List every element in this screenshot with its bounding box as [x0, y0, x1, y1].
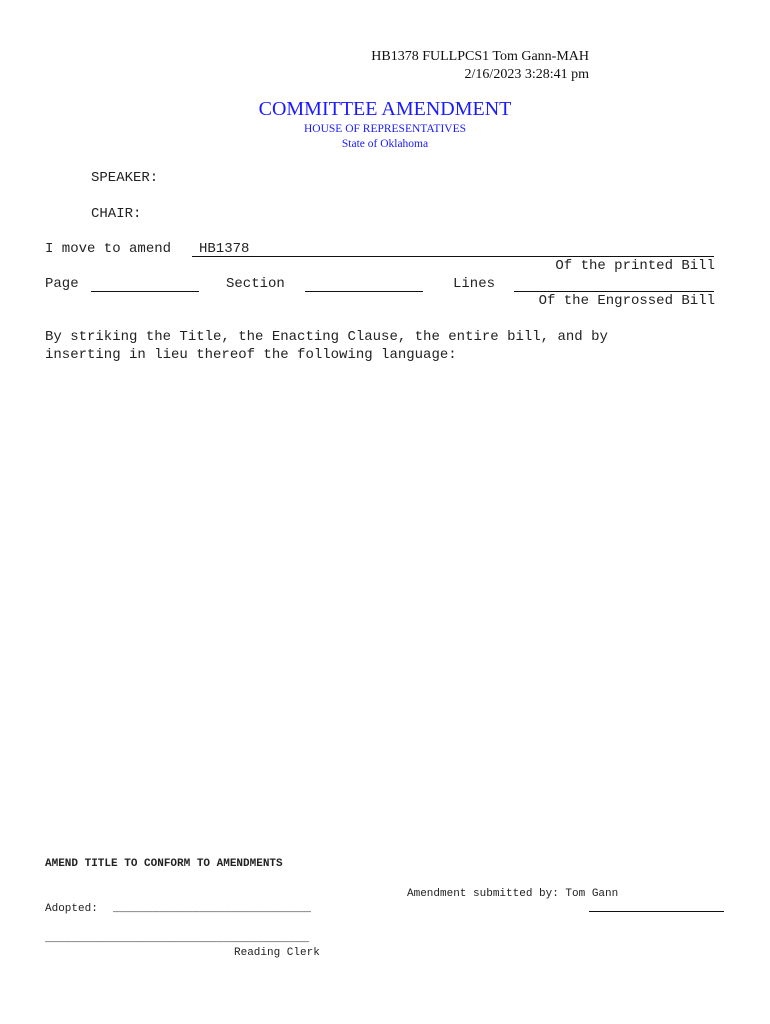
bill-field[interactable]: HB1378: [199, 241, 250, 257]
submitter-signature-line: [589, 911, 724, 912]
page-label: Page: [45, 276, 79, 292]
lines-label: Lines: [453, 276, 496, 292]
document-id: HB1378 FULLPCS1 Tom Gann-MAH: [371, 49, 589, 64]
speaker-label: SPEAKER:: [91, 170, 159, 186]
chair-label: CHAIR:: [91, 206, 142, 222]
engrossed-bill-label: Of the Engrossed Bill: [538, 293, 715, 309]
printed-bill-label: Of the printed Bill: [555, 258, 715, 274]
adopted-field[interactable]: ______________________________: [113, 903, 312, 915]
page-field[interactable]: [91, 291, 199, 292]
page-title: COMMITTEE AMENDMENT: [258, 98, 512, 120]
house-subtitle: HOUSE OF REPRESENTATIVES: [303, 123, 466, 135]
state-subtitle: State of Oklahoma: [341, 138, 429, 150]
document-timestamp: 2/16/2023 3:28:41 pm: [464, 67, 589, 82]
section-label: Section: [226, 276, 285, 292]
amend-title-heading: AMEND TITLE TO CONFORM TO AMENDMENTS: [45, 858, 283, 870]
amendment-text-line-1: By striking the Title, the Enacting Clause, the entire bill, and by: [45, 329, 608, 345]
move-to-amend-label: I move to amend: [45, 241, 172, 257]
section-field[interactable]: [305, 291, 423, 292]
clerk-signature-line: ________________________________________: [45, 933, 310, 945]
adopted-label: Adopted:: [45, 903, 98, 915]
amendment-text-line-2: inserting in lieu thereof the following language:: [45, 347, 457, 363]
reading-clerk-label: Reading Clerk: [234, 947, 320, 959]
submitted-by-text: Amendment submitted by: Tom Gann: [407, 888, 619, 900]
